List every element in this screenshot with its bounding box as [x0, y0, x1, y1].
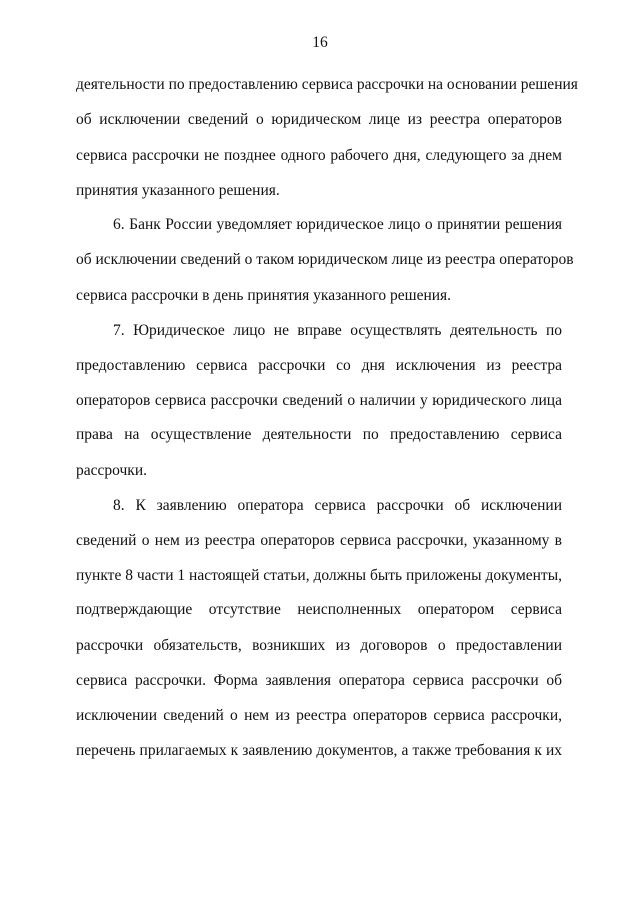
text-line: сервиса рассрочки в день принятия указанного решения. [76, 287, 452, 304]
text-line: об исключении сведений о юридическом лице из реестра операторов [76, 111, 562, 128]
text-line: подтверждающие отсутствие неисполненных оператором сервиса [76, 601, 562, 618]
text-line: перечень прилагаемых к заявлению документов, а также требования к их [76, 742, 562, 759]
paragraph-7-first-line: 7. Юридическое лицо не вправе осуществлять деятельность по [113, 322, 562, 339]
paragraph-8-first-line: 8. К заявлению оператора сервиса рассрочки об исключении [113, 497, 562, 514]
text-line: рассрочки обязательств, возникших из договоров о предоставлении [76, 637, 562, 654]
text-line: предоставлению сервиса рассрочки со дня исключения из реестра [76, 357, 562, 374]
text-line: сервиса рассрочки. Форма заявления оператора сервиса рассрочки об [76, 672, 562, 689]
page-number: 16 [312, 34, 328, 51]
text-line: исключении сведений о нем из реестра операторов сервиса рассрочки, [76, 707, 562, 724]
text-line: рассрочки. [76, 462, 147, 479]
text-line: сервиса рассрочки не позднее одного рабочего дня, следующего за днем [76, 147, 562, 164]
text-line: права на осуществление деятельности по предоставлению сервиса [76, 426, 562, 443]
text-line: деятельности по предоставлению сервиса рассрочки на основании решения [76, 76, 578, 93]
text-line: пункте 8 части 1 настоящей статьи, должны быть приложены документы, [76, 567, 562, 584]
text-line: операторов сервиса рассрочки сведений о наличии у юридического лица [76, 392, 562, 409]
text-line: сведений о нем из реестра операторов сервиса рассрочки, указанному в [76, 532, 562, 549]
text-line: об исключении сведений о таком юридическом лице из реестра операторов [76, 251, 574, 268]
paragraph-6-first-line: 6. Банк России уведомляет юридическое лицо о принятии решения [113, 216, 562, 233]
text-line: принятия указанного решения. [76, 182, 280, 199]
